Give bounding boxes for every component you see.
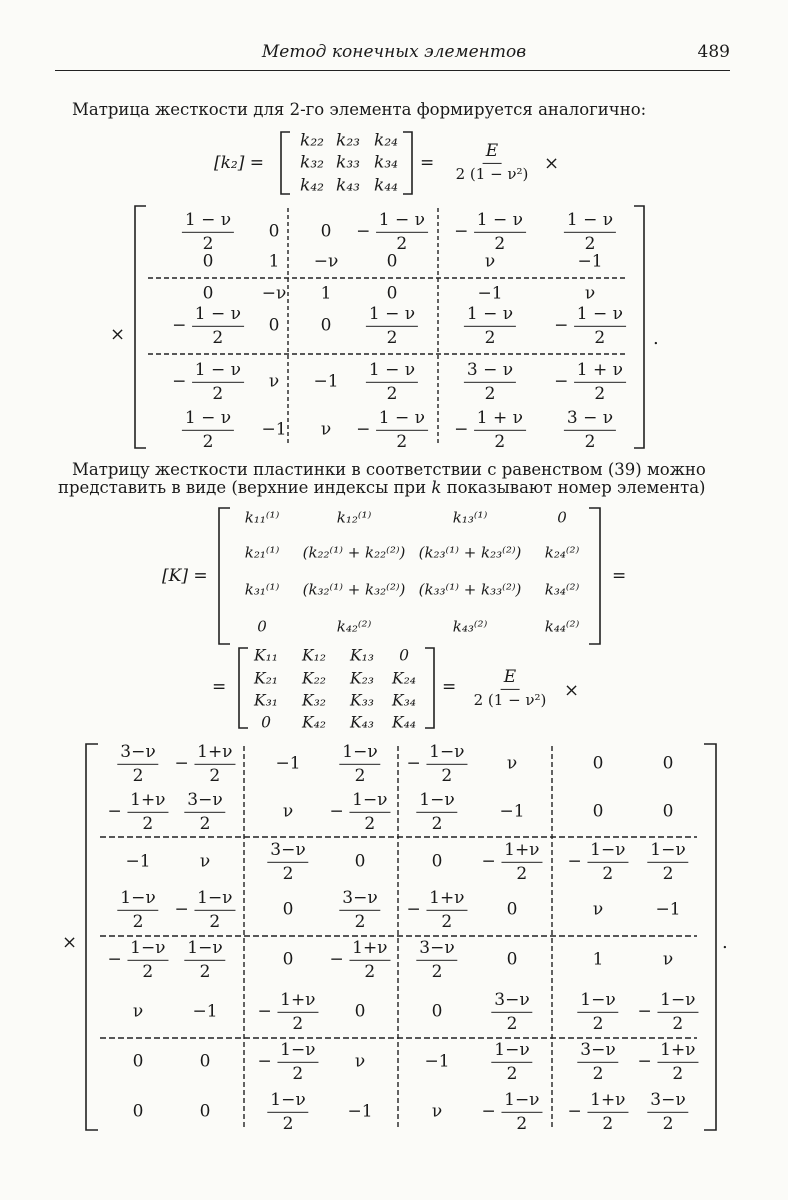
- eq2-cell-r2c4: k₂₄⁽²⁾: [544, 543, 580, 562]
- matrix2-cell-r7c5: −1: [424, 1051, 450, 1072]
- matrix1-cell-r3c1: 0: [202, 283, 214, 304]
- matrix1-cell-r6c1: $\frac{1 - \nu}{2}$: [182, 409, 234, 451]
- matrix2-cell-r5c1: − $\frac{1-\nu}{2}$: [107, 939, 168, 981]
- matrix2-frame: [82, 742, 732, 1134]
- matrix1-cell-r5c1: − $\frac{1 - \nu}{2}$: [172, 361, 244, 403]
- matrix2-cell-r5c4: − $\frac{1+\nu}{2}$: [329, 939, 390, 981]
- matrix2-left-bracket: [86, 744, 98, 1130]
- matrix2-cell-r7c4: ν: [354, 1051, 366, 1072]
- matrix1-cell-r6c6: $\frac{3 - \nu}{2}$: [564, 409, 616, 451]
- matrix2-cell-r4c4: $\frac{3-\nu}{2}$: [339, 889, 380, 931]
- paragraph-element2: Матрица жесткости для 2-го элемента формируется аналогично:: [72, 100, 647, 119]
- eq1-lhs: [k₂] =: [214, 153, 265, 173]
- matrix1-cell-r1c6: $\frac{1 - \nu}{2}$: [564, 211, 616, 253]
- matrix2-cell-r6c8: − $\frac{1-\nu}{2}$: [637, 991, 698, 1033]
- matrix2-cell-r4c1: $\frac{1-\nu}{2}$: [117, 889, 158, 931]
- eq3-cell-r4c3: K₄₃: [349, 713, 375, 732]
- eq1-cell-r2c2: k₃₃: [336, 152, 360, 173]
- eq3-cell-r4c4: K₄₄: [391, 713, 417, 732]
- matrix1-right-bracket: [634, 206, 644, 448]
- eq3-cell-r3c3: K₃₃: [349, 691, 375, 710]
- matrix1-cell-r1c2: 0: [268, 221, 280, 242]
- eq3-factor-den: 2 (1 − ν²): [473, 690, 547, 709]
- eq2-left-bracket: [216, 506, 234, 646]
- page-number: 489: [697, 42, 730, 62]
- matrix2-cell-r3c5: 0: [431, 851, 443, 872]
- matrix2-cell-r1c1: $\frac{3-\nu}{2}$: [117, 743, 158, 785]
- matrix2-suffix: .: [722, 932, 728, 953]
- matrix1-cell-r1c5: − $\frac{1 - \nu}{2}$: [454, 211, 526, 253]
- matrix2-cell-r5c8: ν: [662, 949, 674, 970]
- matrix1-cell-r5c2: ν: [268, 371, 280, 392]
- matrix2-cell-r4c6: 0: [506, 899, 518, 920]
- eq2-cell-r2c1: k₂₁⁽¹⁾: [244, 543, 280, 562]
- eq1-right-bracket: [401, 130, 415, 196]
- eq3-cell-r3c4: K₃₄: [391, 691, 417, 710]
- header-rule: [55, 70, 730, 71]
- eq3-cell-r1c2: K₁₂: [301, 646, 327, 665]
- eq3-cell-r1c4: 0: [399, 646, 409, 665]
- matrix2-cell-r4c8: −1: [655, 899, 681, 920]
- matrix2-cell-r6c6: $\frac{3-\nu}{2}$: [491, 991, 532, 1033]
- matrix1-cell-r3c2: −ν: [261, 283, 287, 304]
- matrix1-cell-r3c6: ν: [584, 283, 596, 304]
- matrix2-cell-r3c8: $\frac{1-\nu}{2}$: [647, 841, 688, 883]
- matrix2-cell-r3c6: − $\frac{1+\nu}{2}$: [481, 841, 542, 883]
- eq3-cell-r4c1: 0: [261, 713, 271, 732]
- eq1-cell-r2c3: k₃₄: [374, 152, 398, 173]
- matrix1-cell-r6c2: −1: [261, 419, 287, 440]
- matrix1-cell-r4c1: − $\frac{1 - \nu}{2}$: [172, 305, 244, 347]
- eq1-cell-r3c3: k₄₄: [374, 175, 398, 196]
- matrix2-cell-r1c8: 0: [662, 753, 674, 774]
- matrix2-cell-r1c5: − $\frac{1-\nu}{2}$: [406, 743, 467, 785]
- matrix2-cell-r2c3: ν: [282, 801, 294, 822]
- matrix2-cell-r2c1: − $\frac{1+\nu}{2}$: [107, 791, 168, 833]
- eq2-cell-r4c1: 0: [257, 617, 267, 636]
- eq3-times: ×: [564, 680, 580, 701]
- eq2-cell-r1c4: 0: [557, 508, 567, 527]
- matrix1-cell-r2c5: ν: [484, 251, 496, 272]
- eq2-cell-r2c3: (k₂₃⁽¹⁾ + k₂₃⁽²⁾): [418, 543, 522, 562]
- matrix1-cell-r1c1: $\frac{1 - \nu}{2}$: [182, 211, 234, 253]
- matrix1-cell-r1c4: − $\frac{1 - \nu}{2}$: [356, 211, 428, 253]
- matrix1-cell-r5c3: −1: [313, 371, 339, 392]
- matrix2-cell-r2c7: 0: [592, 801, 604, 822]
- matrix1-cell-r4c2: 0: [268, 315, 280, 336]
- eq3-cell-r2c2: K₂₂: [301, 669, 327, 688]
- matrix2-cell-r5c3: 0: [282, 949, 294, 970]
- matrix2-cell-r2c5: $\frac{1-\nu}{2}$: [416, 791, 457, 833]
- matrix2-cell-r2c4: − $\frac{1-\nu}{2}$: [329, 791, 390, 833]
- matrix1-left-bracket: [135, 206, 146, 448]
- matrix1-cell-r5c4: $\frac{1 - \nu}{2}$: [366, 361, 418, 403]
- matrix2-cell-r7c2: 0: [199, 1051, 211, 1072]
- matrix2-cell-r7c8: − $\frac{1+\nu}{2}$: [637, 1041, 698, 1083]
- matrix2-cell-r3c4: 0: [354, 851, 366, 872]
- matrix2-cell-r5c2: $\frac{1-\nu}{2}$: [184, 939, 225, 981]
- matrix2-cell-r6c3: − $\frac{1+\nu}{2}$: [257, 991, 318, 1033]
- eq3-lhs: =: [212, 677, 227, 697]
- matrix2-cell-r1c2: − $\frac{1+\nu}{2}$: [174, 743, 235, 785]
- eq2-right-bracket: [586, 506, 604, 646]
- eq1-factor-den: 2 (1 − ν²): [455, 164, 529, 183]
- eq2-cell-r3c1: k₃₁⁽¹⁾: [244, 580, 280, 599]
- eq1-cell-r3c1: k₄₂: [300, 175, 324, 196]
- eq3-left-bracket: [236, 646, 250, 730]
- matrix1-cell-r6c4: − $\frac{1 - \nu}{2}$: [356, 409, 428, 451]
- matrix2-cell-r1c3: −1: [275, 753, 301, 774]
- eq1-cell-r1c1: k₂₂: [300, 130, 324, 151]
- matrix2-right-bracket: [704, 744, 716, 1130]
- eq3-cell-r1c3: K₁₃: [349, 646, 375, 665]
- eq1-cell-r2c1: k₃₂: [300, 152, 324, 173]
- matrix2-cell-r1c6: ν: [506, 753, 518, 774]
- matrix2-cell-r4c2: − $\frac{1-\nu}{2}$: [174, 889, 235, 931]
- matrix2-cell-r6c1: ν: [132, 1001, 144, 1022]
- matrix2-cell-r8c5: ν: [431, 1101, 443, 1122]
- matrix2-cell-r7c7: $\frac{3-\nu}{2}$: [577, 1041, 618, 1083]
- matrix2-cell-r3c7: − $\frac{1-\nu}{2}$: [567, 841, 628, 883]
- matrix1-cell-r6c3: ν: [320, 419, 332, 440]
- matrix2-cell-r6c7: $\frac{1-\nu}{2}$: [577, 991, 618, 1033]
- eq3-cell-r1c1: K₁₁: [253, 646, 279, 665]
- eq3-cell-r3c2: K₃₂: [301, 691, 327, 710]
- matrix1-cell-r4c6: − $\frac{1 - \nu}{2}$: [554, 305, 626, 347]
- matrix1-cell-r1c3: 0: [320, 221, 332, 242]
- matrix2-cell-r4c3: 0: [282, 899, 294, 920]
- matrix1-cell-r2c1: 0: [202, 251, 214, 272]
- matrix2-cell-r8c2: 0: [199, 1101, 211, 1122]
- matrix2-cell-r1c4: $\frac{1-\nu}{2}$: [339, 743, 380, 785]
- matrix2-cell-r8c4: −1: [347, 1101, 373, 1122]
- paragraph-global-k: k: [431, 478, 442, 497]
- eq3-factor-num: E: [501, 668, 519, 690]
- matrix2-cell-r1c7: 0: [592, 753, 604, 774]
- matrix1-cell-r3c3: 1: [320, 283, 332, 304]
- paragraph-global-line1: Матрицу жесткости пластинки в соответствии с равенством (39) можно: [72, 460, 706, 479]
- matrix2-cell-r7c6: $\frac{1-\nu}{2}$: [491, 1041, 532, 1083]
- eq2-cell-r3c2: (k₃₂⁽¹⁾ + k₃₂⁽²⁾): [302, 580, 406, 599]
- matrix2-cell-r2c6: −1: [499, 801, 525, 822]
- eq1-cell-r3c2: k₄₃: [336, 175, 360, 196]
- eq2-equals: =: [612, 566, 627, 586]
- eq2-cell-r1c2: k₁₂⁽¹⁾: [336, 508, 372, 527]
- matrix1-cell-r2c4: 0: [386, 251, 398, 272]
- matrix2-cell-r2c2: $\frac{3-\nu}{2}$: [184, 791, 225, 833]
- matrix1-cell-r2c6: −1: [577, 251, 603, 272]
- eq2-cell-r4c3: k₄₃⁽²⁾: [452, 617, 488, 636]
- matrix2-cell-r8c6: − $\frac{1-\nu}{2}$: [481, 1091, 542, 1133]
- matrix2-cell-r6c2: −1: [192, 1001, 218, 1022]
- eq2-cell-r4c2: k₄₂⁽²⁾: [336, 617, 372, 636]
- matrix1-cell-r3c5: −1: [477, 283, 503, 304]
- matrix1-cell-r5c6: − $\frac{1 + \nu}{2}$: [554, 361, 626, 403]
- eq3-cell-r4c2: K₄₂: [301, 713, 327, 732]
- eq3-right-bracket: [423, 646, 437, 730]
- eq1-times: ×: [544, 153, 560, 174]
- matrix2-cell-r8c3: $\frac{1-\nu}{2}$: [267, 1091, 308, 1133]
- matrix2-cell-r8c7: − $\frac{1+\nu}{2}$: [567, 1091, 628, 1133]
- matrix2-prefix: ×: [62, 932, 78, 953]
- matrix2-cell-r6c5: 0: [431, 1001, 443, 1022]
- eq3-cell-r3c1: K₃₁: [253, 691, 279, 710]
- eq2-cell-r1c1: k₁₁⁽¹⁾: [244, 508, 280, 527]
- running-header-title: Метод конечных элементов: [261, 42, 527, 62]
- matrix2-cell-r4c5: − $\frac{1+\nu}{2}$: [406, 889, 467, 931]
- matrix1-cell-r4c3: 0: [320, 315, 332, 336]
- matrix1-cell-r2c2: 1: [268, 251, 280, 272]
- matrix1-prefix: ×: [110, 324, 126, 345]
- eq2-cell-r2c2: (k₂₂⁽¹⁾ + k₂₂⁽²⁾): [302, 543, 406, 562]
- eq1-cell-r1c3: k₂₄: [374, 130, 398, 151]
- matrix2-cell-r7c1: 0: [132, 1051, 144, 1072]
- matrix2-cell-r3c3: $\frac{3-\nu}{2}$: [267, 841, 308, 883]
- matrix2-cell-r5c5: $\frac{3-\nu}{2}$: [416, 939, 457, 981]
- matrix2-cell-r3c1: −1: [125, 851, 151, 872]
- matrix1-suffix: .: [653, 328, 659, 349]
- eq1-factor: [456, 142, 529, 182]
- eq3-factor: [474, 668, 547, 708]
- eq2-cell-r4c4: k₄₄⁽²⁾: [544, 617, 580, 636]
- eq1-factor-num: E: [483, 142, 501, 164]
- matrix2-cell-r8c8: $\frac{3-\nu}{2}$: [647, 1091, 688, 1133]
- eq3-cell-r2c3: K₂₃: [349, 669, 375, 688]
- matrix1-cell-r4c5: $\frac{1 - \nu}{2}$: [464, 305, 516, 347]
- paragraph-global-line2-end: показывают номер элемента): [446, 478, 706, 497]
- matrix2-cell-r4c7: ν: [592, 899, 604, 920]
- matrix2-cell-r2c8: 0: [662, 801, 674, 822]
- matrix1-cell-r5c5: $\frac{3 - \nu}{2}$: [464, 361, 516, 403]
- eq3-equals: =: [442, 677, 457, 697]
- eq3-cell-r2c4: K₂₄: [391, 669, 417, 688]
- eq3-cell-r2c1: K₂₁: [253, 669, 279, 688]
- eq1-cell-r1c2: k₂₃: [336, 130, 360, 151]
- matrix1-cell-r4c4: $\frac{1 - \nu}{2}$: [366, 305, 418, 347]
- matrix2-cell-r7c3: − $\frac{1-\nu}{2}$: [257, 1041, 318, 1083]
- matrix2-cell-r5c6: 0: [506, 949, 518, 970]
- paragraph-global-line2: [58, 478, 706, 497]
- matrix1-cell-r3c4: 0: [386, 283, 398, 304]
- matrix2-cell-r5c7: 1: [592, 949, 604, 970]
- matrix2-cell-r3c2: ν: [199, 851, 211, 872]
- matrix2-cell-r6c4: 0: [354, 1001, 366, 1022]
- eq1-equals: =: [420, 153, 435, 173]
- eq2-cell-r3c4: k₃₄⁽²⁾: [544, 580, 580, 599]
- matrix1-cell-r2c3: −ν: [313, 251, 339, 272]
- matrix1-cell-r6c5: − $\frac{1 + \nu}{2}$: [454, 409, 526, 451]
- eq2-cell-r3c3: (k₃₃⁽¹⁾ + k₃₃⁽²⁾): [418, 580, 522, 599]
- matrix2-cell-r8c1: 0: [132, 1101, 144, 1122]
- eq2-lhs: [K] =: [162, 566, 208, 586]
- eq1-left-bracket: [278, 130, 292, 196]
- eq2-cell-r1c3: k₁₃⁽¹⁾: [452, 508, 488, 527]
- paragraph-global-line2-text: представить в виде (верхние индексы при: [58, 478, 427, 497]
